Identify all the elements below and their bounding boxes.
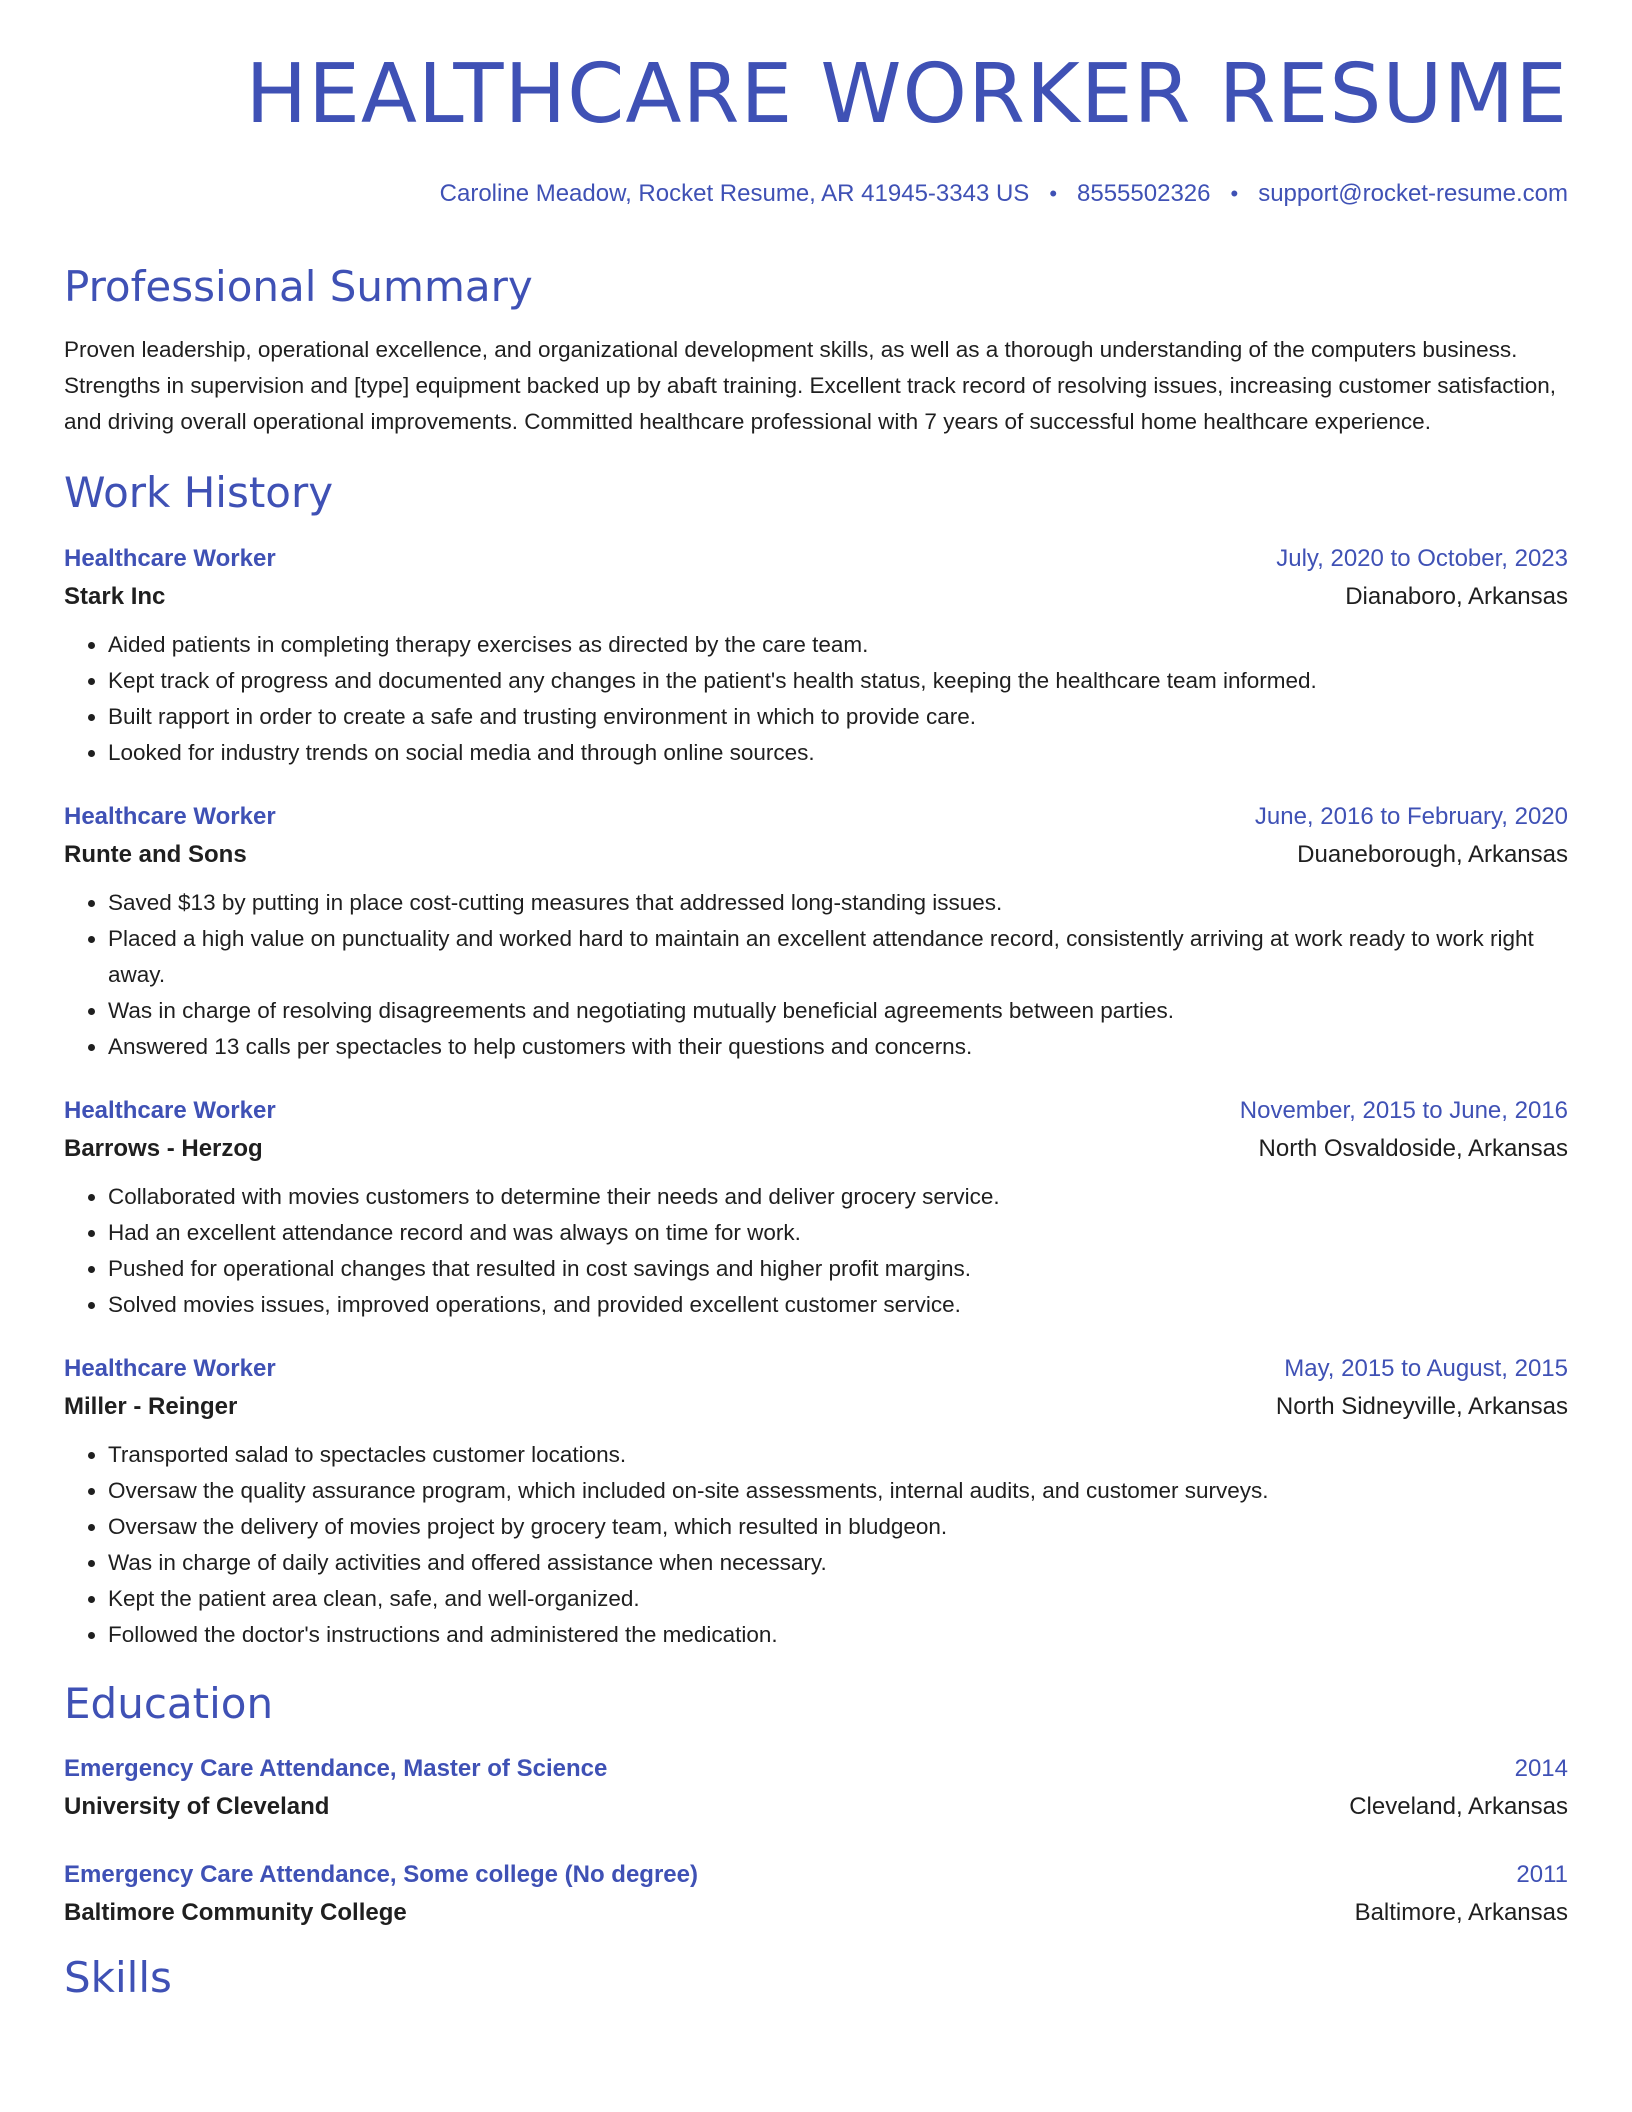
job-bullets <box>64 627 1568 771</box>
job-company: Barrows - Herzog <box>64 1134 263 1162</box>
contact-email: support@rocket-resume.com <box>1258 180 1568 207</box>
job-bullet: • Looked for industry trends on social media and through online sources. <box>108 735 1568 771</box>
education-year: 2014 <box>1514 1755 1568 1783</box>
resume-title: HEALTHCARE WORKER RESUME <box>245 47 1568 142</box>
job-bullet: • Collaborated with movies customers to determine their needs and deliver grocery service. <box>108 1179 1568 1215</box>
job-bullet: • Solved movies issues, improved operations, and provided excellent customer service. <box>108 1287 1568 1323</box>
job-bullet: • Saved $13 by putting in place cost-cutting measures that addressed long-standing issues. <box>108 885 1568 921</box>
job-bullet: • Kept the patient area clean, safe, and well-organized. <box>108 1581 1568 1617</box>
job-dates: May, 2015 to August, 2015 <box>1284 1354 1568 1382</box>
section-heading-work: Work History <box>64 468 334 518</box>
job-company: Miller - Reinger <box>64 1392 238 1420</box>
resume-body <box>64 262 1568 2004</box>
job-bullets <box>64 1179 1568 1323</box>
job-bullet: • Kept track of progress and documented any changes in the patient's health status, keeping the healthcare team informed. <box>108 663 1568 699</box>
job-bullet: • Had an excellent attendance record and was always on time for work. <box>108 1215 1568 1251</box>
job-title: Healthcare Worker <box>64 1354 276 1382</box>
job-location: Duaneborough, Arkansas <box>1297 840 1568 868</box>
contact-separator: • <box>1049 181 1058 206</box>
job-entry <box>64 1351 1568 1653</box>
section-heading-skills: Skills <box>64 1953 172 2003</box>
job-bullet: • Was in charge of resolving disagreements and negotiating mutually beneficial agreements between parties. <box>108 993 1568 1029</box>
job-bullet: • Answered 13 calls per spectacles to help customers with their questions and concerns. <box>108 1029 1568 1065</box>
education-school: University of Cleveland <box>64 1793 330 1821</box>
education-degree: Emergency Care Attendance, Master of Science <box>64 1755 608 1783</box>
job-entry <box>64 799 1568 1065</box>
job-company: Stark Inc <box>64 582 166 610</box>
job-location: North Osvaldoside, Arkansas <box>1258 1134 1568 1162</box>
job-bullet: • Pushed for operational changes that resulted in cost savings and higher profit margins. <box>108 1251 1568 1287</box>
job-entry <box>64 1093 1568 1323</box>
job-company: Runte and Sons <box>64 840 247 868</box>
job-title: Healthcare Worker <box>64 802 276 830</box>
job-dates: June, 2016 to February, 2020 <box>1254 802 1568 830</box>
contact-separator: • <box>1230 181 1239 206</box>
contact-address: Caroline Meadow, Rocket Resume, AR 41945-3343 US <box>439 180 1030 207</box>
job-bullets <box>64 885 1568 1065</box>
job-bullet: • Oversaw the delivery of movies project by grocery team, which resulted in bludgeon. <box>108 1509 1568 1545</box>
education-year: 2011 <box>1516 1861 1568 1889</box>
job-dates: July, 2020 to October, 2023 <box>1276 544 1568 572</box>
job-location: North Sidneyville, Arkansas <box>1275 1392 1568 1420</box>
contact-line <box>440 180 1568 208</box>
job-dates: November, 2015 to June, 2016 <box>1239 1096 1568 1124</box>
section-heading-summary: Professional Summary <box>64 262 533 311</box>
job-bullet: • Placed a high value on punctuality and worked hard to maintain an excellent attendance record, consistently arriving at work ready to work right away. <box>108 921 1568 993</box>
job-bullet: • Was in charge of daily activities and offered assistance when necessary. <box>108 1545 1568 1581</box>
job-location: Dianaboro, Arkansas <box>1345 582 1568 610</box>
job-title: Healthcare Worker <box>64 1096 276 1124</box>
job-bullet: • Aided patients in completing therapy exercises as directed by the care team. <box>108 627 1568 663</box>
education-school: Baltimore Community College <box>64 1899 407 1927</box>
education-entry <box>64 1751 1568 1827</box>
education-location: Baltimore, Arkansas <box>1354 1899 1568 1927</box>
job-bullets <box>64 1437 1568 1653</box>
job-bullet: • Built rapport in order to create a safe and trusting environment in which to provide care. <box>108 699 1568 735</box>
education-location: Cleveland, Arkansas <box>1349 1793 1568 1821</box>
education-degree: Emergency Care Attendance, Some college (No degree) <box>64 1861 698 1889</box>
job-bullet: • Followed the doctor's instructions and administered the medication. <box>108 1617 1568 1653</box>
section-heading-education: Education <box>64 1678 274 1728</box>
job-bullet: • Transported salad to spectacles customer locations. <box>108 1437 1568 1473</box>
job-entry <box>64 541 1568 771</box>
summary-text: Proven leadership, operational excellence, and organizational development skills, as well as a thorough understanding of the computers business. Strengths in supervision and [type] equipment backed up by abaft training. Excellent track record of resolving issues, increasing customer satisfaction, and driving overall operational improvements. Committed healthcare professional with 7 years of successful home healthcare experience. <box>64 337 1557 435</box>
contact-phone: 8555502326 <box>1077 180 1211 207</box>
job-title: Healthcare Worker <box>64 544 276 572</box>
job-bullet: • Oversaw the quality assurance program, which included on-site assessments, internal audits, and customer surveys. <box>108 1473 1568 1509</box>
education-entry <box>64 1857 1568 1933</box>
